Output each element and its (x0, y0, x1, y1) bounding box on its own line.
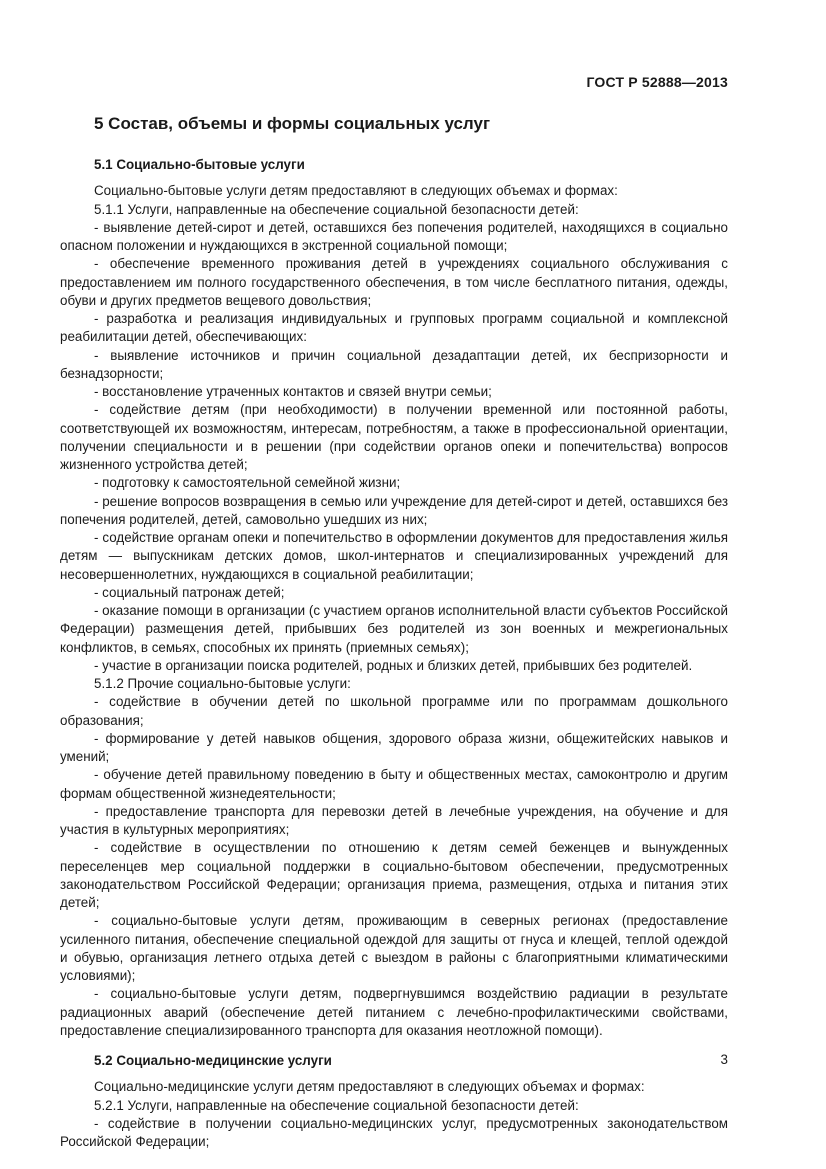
subsection-title-5-2: 5.2 Социально-медицинские услуги (94, 1053, 332, 1068)
paragraph: Социально-бытовые услуги детям предоставляют в следующих объемах и формах: (94, 183, 618, 199)
list-item: - обучение детей правильному поведению в быту и общественных местах, самоконтролю и другим формам общественной жизнедеятельности; (60, 767, 728, 801)
list-item: - восстановление утраченных контактов и связей внутри семьи; (94, 384, 492, 399)
list-item: - содействие в осуществлении по отношению к детям семей беженцев и вынужденных переселенцев мер социальной поддержки в социально-бытовом обеспечении, предусмотренных законодательством Российской Федерации; организация приема, размещения, отдыха и питания этих детей; (60, 840, 728, 910)
list-item: - социально-бытовые услуги детям, подвергнувшимся воздействию радиации в результате радиационных аварий (обеспечение детей питанием с лечебно-профилактическими свойствами, предоставление специализированного транспорта для оказания неотложной помощи). (60, 986, 728, 1038)
subsection-body-5-2 (60, 1078, 728, 1151)
list-item: - содействие детям (при необходимости) в получении временной или постоянной работы, соответствующей их возможностям, интересам, потребностям, а также в профессиональной ориентации, получении специальности и в решении (при содействии органов опеки и попечительства) вопросов жизненного устройства детей; (60, 402, 728, 472)
list-item: - социально-бытовые услуги детям, проживающим в северных регионах (предоставление усиленного питания, обеспечение специальной одеждой для защиты от гнуса и клещей, теплой одеждой и обувью, организация летнего отдыха детей с выездом в районы с благоприятными климатическими условиями); (60, 913, 728, 983)
list-item: - выявление детей-сирот и детей, оставшихся без попечения родителей, находящихся в социально опасном положении и нуждающихся в экстренной социальной помощи; (60, 219, 728, 253)
list-item: - содействие в обучении детей по школьной программе или по программам дошкольного образования; (60, 694, 728, 728)
list-item: - обеспечение временного проживания детей в учреждениях социального обслуживания с предоставлением им полного государственного обеспечения, в том числе бесплатного питания, одежды, обуви и других предметов вещевого довольствия; (60, 256, 728, 308)
paragraph: Социально-медицинские услуги детям предоставляют в следующих объемах и формах: (94, 1079, 645, 1095)
list-item: - подготовку к самостоятельной семейной жизни; (94, 475, 401, 491)
list-item: - содействие в получении социально-медицинских услуг, предусмотренных законодательством Российской Федерации; (60, 1115, 728, 1149)
list-item: - формирование у детей навыков общения, здорового образа жизни, общежитейских навыков и умений; (60, 730, 728, 764)
paragraph: 5.1.1 Услуги, направленные на обеспечение социальной безопасности детей: (94, 201, 579, 217)
list-item: - социальный патронаж детей; (94, 584, 285, 600)
list-item: - решение вопросов возвращения в семью или учреждение для детей-сирот и детей, оставшихся без попечения родителей, детей, самовольно ушедших из них; (60, 493, 728, 527)
section-title: 5 Состав, объемы и формы социальных услуг (94, 114, 491, 133)
list-item: - оказание помощи в организации (с участием органов исполнительной власти субъектов Российской Федерации) размещения детей, прибывших без родителей из зон военных и межрегиональных конфликтов, в семьях, способных их принять (приемных семьях); (60, 603, 728, 655)
list-item: - предоставление транспорта для перевозки детей в лечебные учреждения, на обучение и для участия в культурных мероприятиях; (60, 803, 728, 837)
paragraph: 5.2.1 Услуги, направленные на обеспечение социальной безопасности детей: (94, 1097, 579, 1113)
list-item: - содействие органам опеки и попечительство в оформлении документов для предоставления жилья детям — выпускникам детских домов, школ-интернатов и специализированных учреждений для несовершеннолетних, нуждающихся в социальной реабилитации; (60, 530, 728, 582)
subsection-title-5-1: 5.1 Социально-бытовые услуги (94, 157, 305, 172)
list-item: - участие в организации поиска родителей, родных и близких детей, прибывших без родителей. (94, 657, 693, 673)
list-item: - выявление источников и причин социальной дезадаптации детей, их беспризорности и безнадзорности; (60, 347, 728, 381)
list-item: - разработка и реализация индивидуальных и групповых программ социальной и комплексной реабилитации детей, обеспечивающих: (60, 311, 728, 345)
page-content (60, 112, 728, 1151)
page-number: 3 (720, 1052, 728, 1067)
document-standard-number: ГОСТ Р 52888—2013 (586, 74, 728, 90)
subsection-body-5-1 (60, 182, 728, 1040)
paragraph: 5.1.2 Прочие социально-бытовые услуги: (94, 676, 351, 691)
